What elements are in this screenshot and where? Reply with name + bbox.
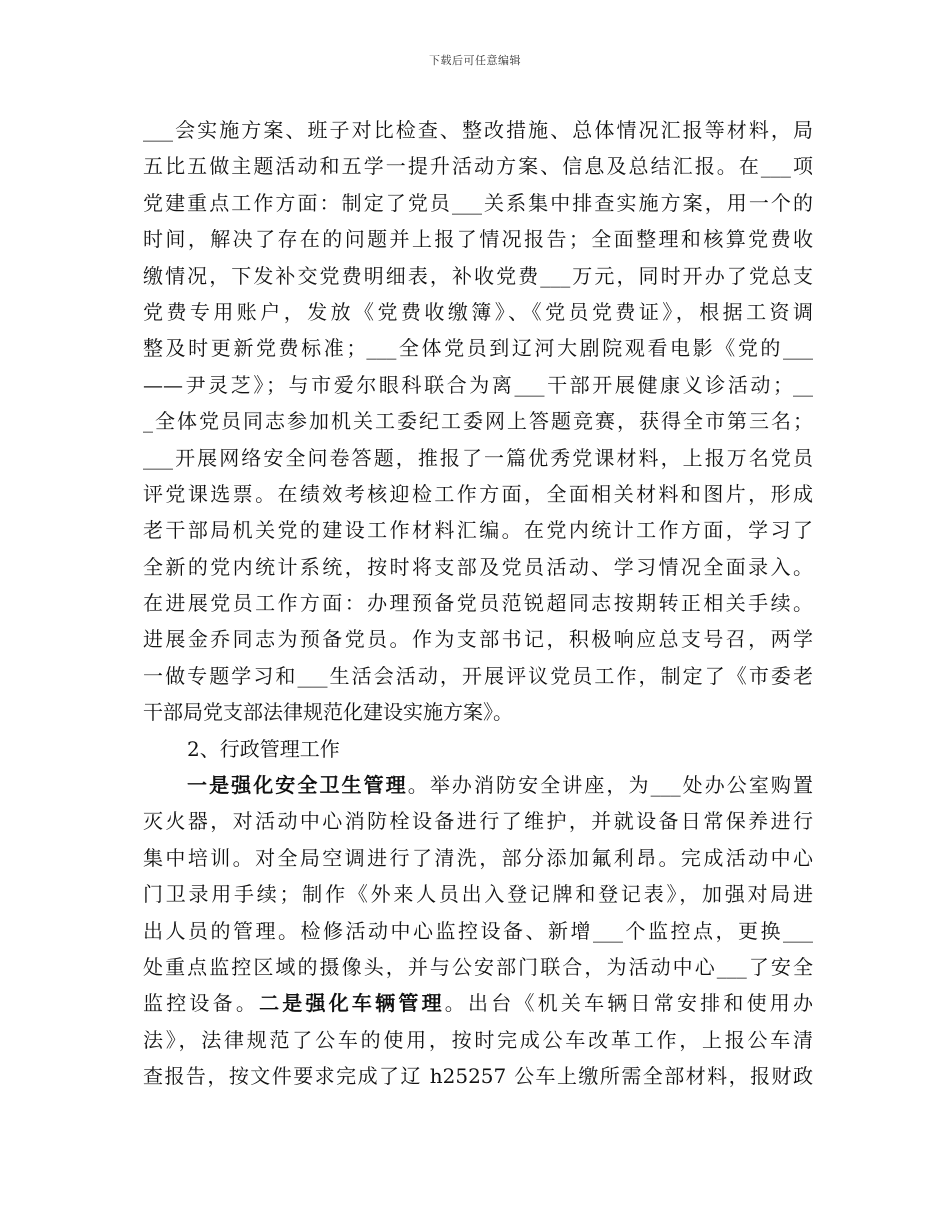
text-line: ___开展网络安全问卷答题，推报了一篇优秀党课材料，上报万名党员 — [143, 445, 813, 470]
paragraph-admin-management — [143, 767, 813, 1095]
document-body — [143, 112, 813, 1095]
text-line: 评党课选票。在绩效考核迎检工作方面，全面相关材料和图片，形成 — [143, 481, 813, 506]
text-line: 老干部局机关党的建设工作材料汇编。在党内统计工作方面，学习了 — [143, 518, 813, 543]
text-segment: 。举办消防安全讲座，为___处办公室购置 — [407, 773, 814, 798]
text-line: 整及时更新党费标准；___全体党员到辽河大剧院观看电影《党的___ — [143, 336, 813, 361]
text-line: 出人员的管理。检修活动中心监控设备、新增___个监控点，更换___ — [143, 918, 813, 943]
text-line: 一做专题学习和___生活会活动，开展评议党员工作，制定了《市委老 — [143, 663, 813, 688]
text-line: 法》，法律规范了公车的使用，按时完成公车改革工作，上报公车清 — [143, 1027, 813, 1052]
text-line: 全新的党内统计系统，按时将支部及党员活动、学习情况全面录入。 — [143, 554, 813, 579]
bold-lead-vehicles: 二是强化车辆管理 — [259, 991, 445, 1016]
text-line: 门卫录用手续；制作《外来人员出入登记牌和登记表》，加强对局进 — [143, 882, 813, 907]
text-line: ___会实施方案、班子对比检查、整改措施、总体情况汇报等材料，局 — [143, 118, 813, 142]
page-header-note: 下载后可任意编辑 — [429, 54, 521, 67]
text-line: 缴情况，下发补交党费明细表，补收党费___万元，同时开办了党总支 — [143, 263, 813, 288]
section-heading: 2、行政管理工作 — [187, 736, 340, 761]
text-line: 党建重点工作方面：制定了党员___关系集中排查实施方案，用一个的 — [143, 190, 813, 215]
text-segment: 。出台《机关车辆日常安排和使用办 — [444, 991, 814, 1016]
paragraph-party-building — [143, 112, 813, 731]
text-line: 进展金乔同志为预备党员。作为支部书记，积极响应总支号召，两学 — [143, 627, 813, 652]
text-line: ——尹灵芝》；与市爱尔眼科联合为离___干部开展健康义诊活动；__ — [143, 372, 813, 397]
text-line — [143, 767, 813, 803]
bold-lead-safety: 一是强化安全卫生管理 — [187, 773, 408, 798]
text-line: 查报告，按文件要求完成了辽 h25257 公车上缴所需全部材料，报财政 — [143, 1064, 813, 1089]
text-line: 集中培训。对全局空调进行了清洗，部分添加氟利昂。完成活动中心 — [143, 845, 813, 870]
text-line: 在进展党员工作方面：办理预备党员范锐超同志按期转正相关手续。 — [143, 591, 813, 616]
text-line: 处重点监控区域的摄像头，并与公安部门联合，为活动中心___了安全 — [143, 954, 813, 979]
text-line: 灭火器，对活动中心消防栓设备进行了维护，并就设备日常保养进行 — [143, 809, 813, 834]
text-line — [143, 985, 813, 1021]
text-line: _全体党员同志参加机关工委纪工委网上答题竞赛，获得全市第三名； — [143, 409, 813, 434]
text-line: 时间，解决了存在的问题并上报了情况报告；全面整理和核算党费收 — [143, 227, 813, 252]
text-line: 党费专用账户，发放《党费收缴簿》、《党员党费证》，根据工资调 — [143, 299, 813, 324]
text-line: 干部局党支部法律规范化建设实施方案》。 — [143, 700, 513, 725]
text-segment: 监控设备。 — [143, 991, 260, 1016]
text-line: 五比五做主题活动和五学一提升活动方案、信息及总结汇报。在___项 — [143, 154, 813, 179]
